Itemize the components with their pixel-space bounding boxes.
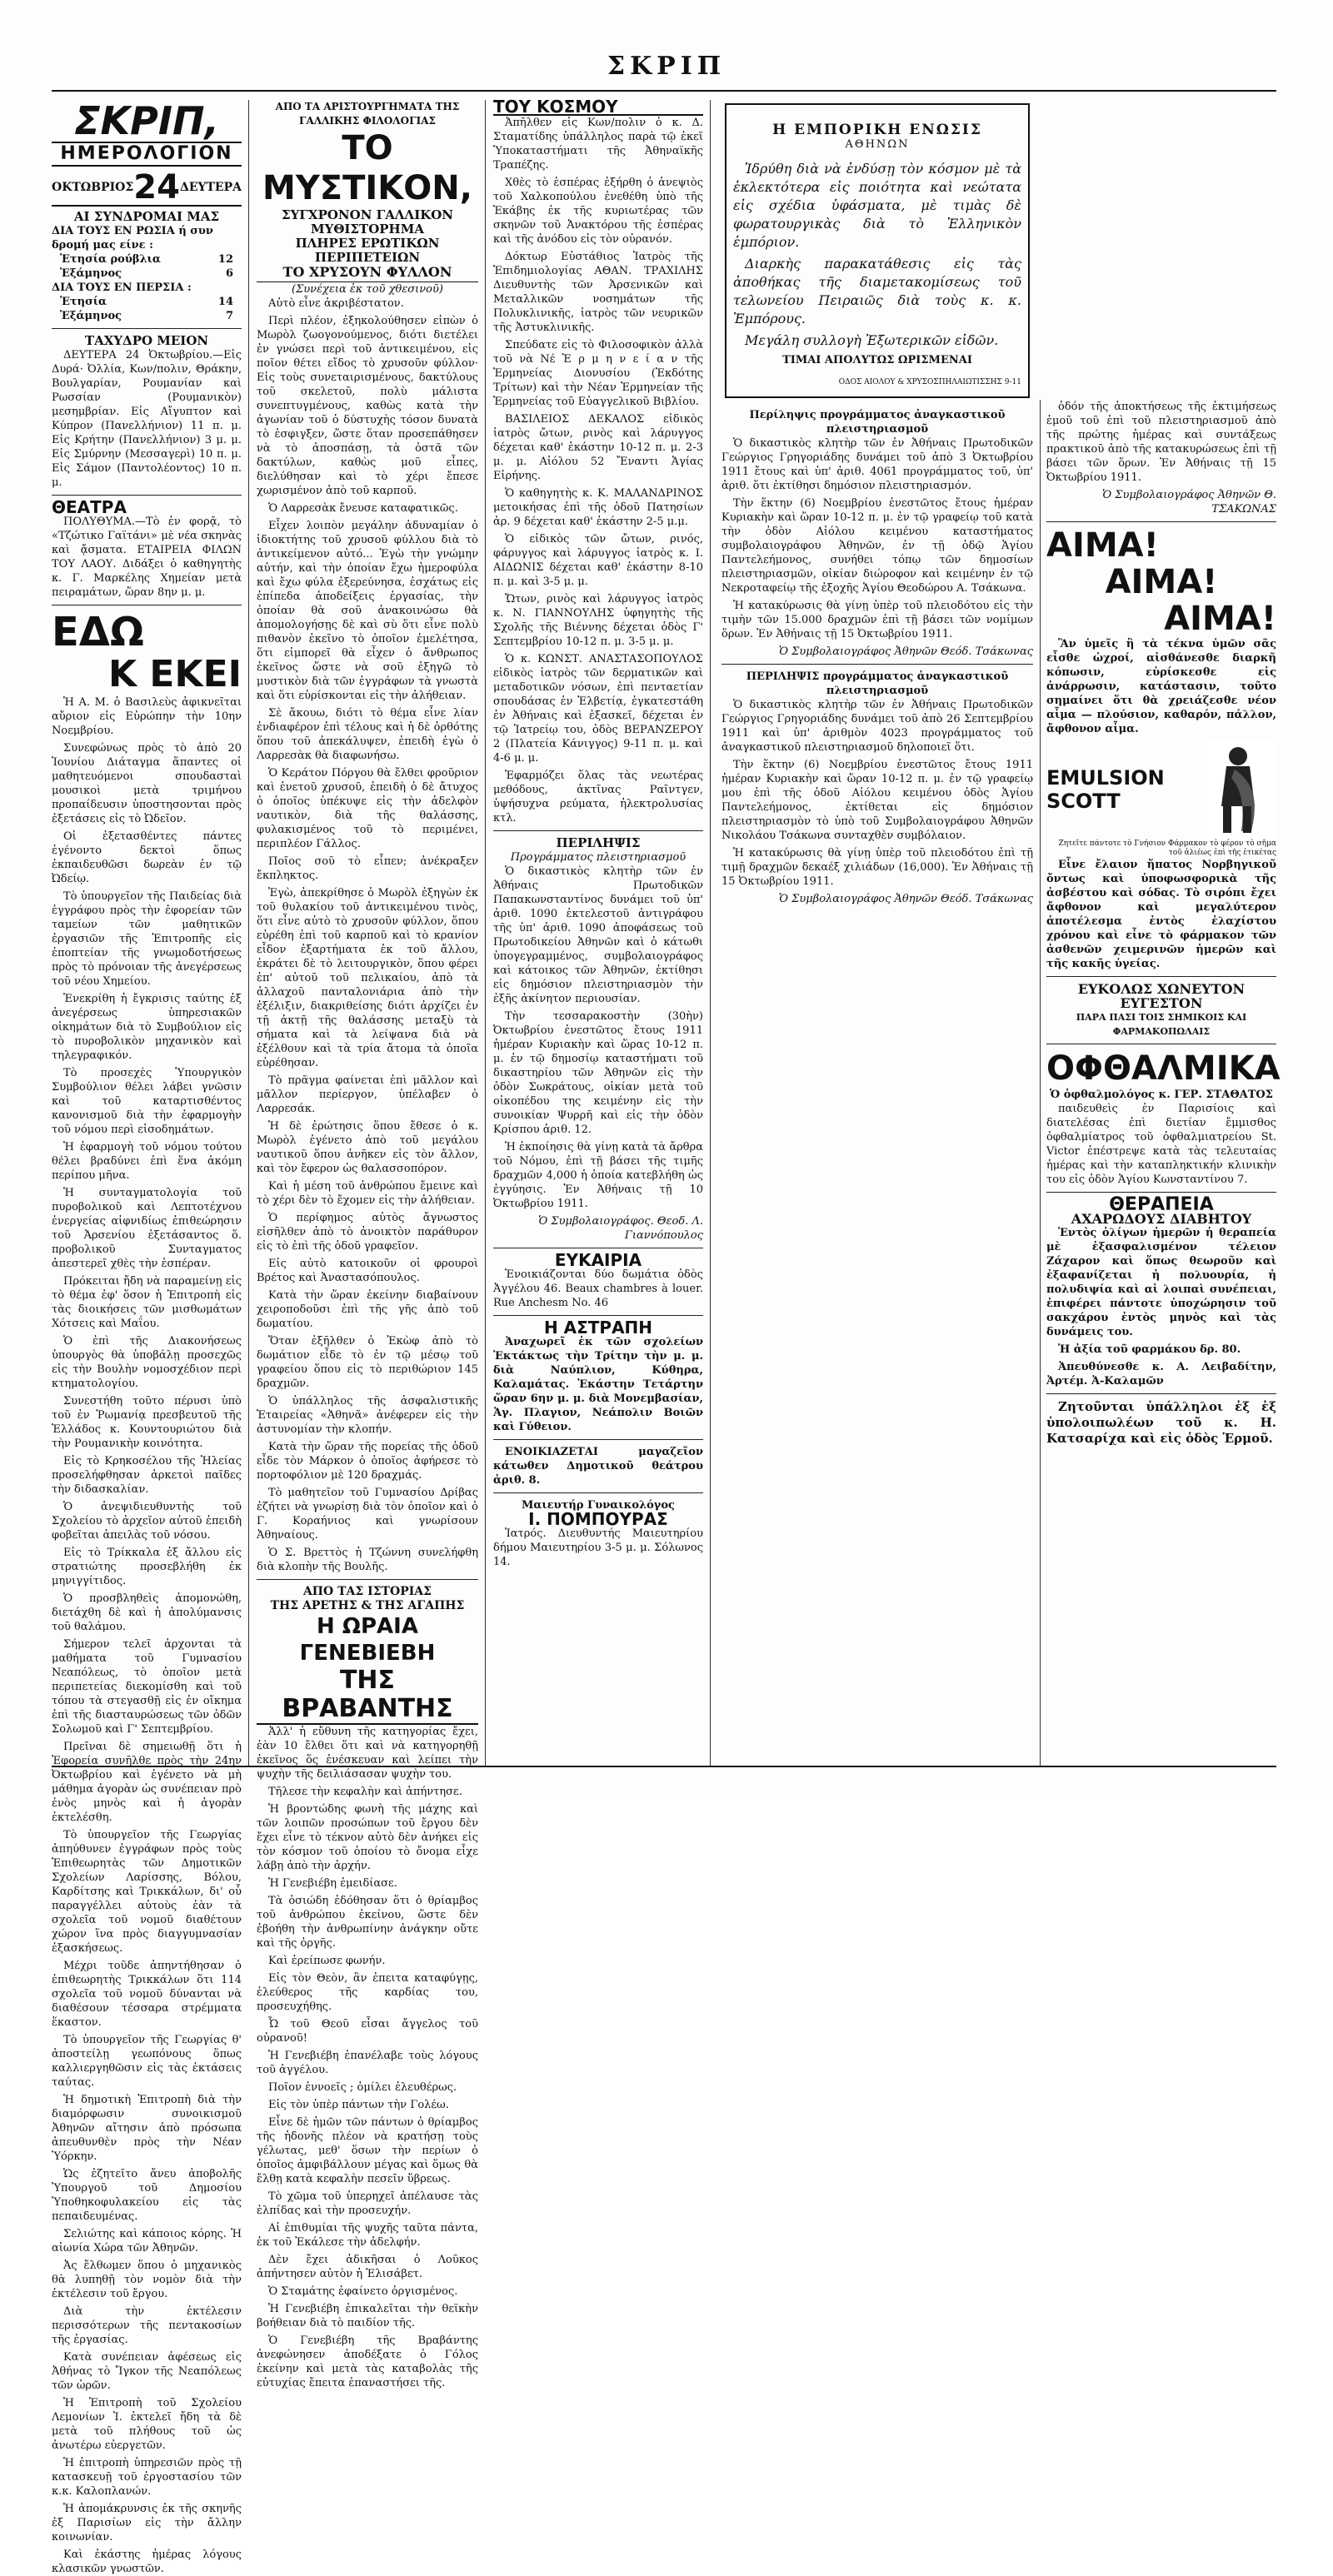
divider	[493, 1492, 703, 1493]
ad-text: Μεγάλη συλλογὴ Ἐξωτερικῶν εἰδῶν.	[745, 332, 999, 348]
paragraph: Ὅταν ἐξῆλθεν ὁ Ἐκὼφ ἀπὸ τὸ δωμάτιον εἶδε τὸ ἐν τῷ μέσῳ τοῦ γραφείου ὅπου εἰς τὸ περιθώριον 145 δραχμῶν.	[257, 1335, 478, 1390]
paragraph: Συνεστήθη τοῦτο πέρυσι ὑπὸ τοῦ ἐν Ῥωμανίᾳ πρεσβευτοῦ τῆς Ἑλλάδος κ. Κουντουριώτου διὰ τὴν Ρουμανικὴν κοινότητα.	[52, 1395, 242, 1450]
paragraph: Εἰς τὸν Θεὸν, ἂν ἐπειτα καταφύγῃς, ἐλεύθερος τῆς καρδίας του, προσευχήθης.	[257, 1972, 478, 2013]
serial-subtitle: ΠΛΗΡΕΣ ΕΡΩΤΙΚΩΝ ΠΕΡΙΠΕΤΕΙΩΝ	[295, 236, 440, 265]
paragraph: Ἡ Γενεβιέβη ἐμειδίασε.	[268, 1877, 397, 1890]
column-society	[493, 97, 703, 1757]
subs-row-label: Ἑξάμηνος	[60, 267, 122, 280]
paragraph: Εἰς τὸ Κρηκοσέλου τῆς Ἠλείας προσελήφθησαν ἀρκετοὶ παῖδες τὴν διδασκαλίαν.	[52, 1455, 242, 1496]
notice-title: ΠΕΡΙΛΗΨΙΣ	[556, 835, 641, 850]
paragraph: Καὶ ἐκάστης ἡμέρας λόγους κλασικῶν γνωστῶν.	[52, 2549, 242, 2575]
paragraph: Τὸ ὑπουργεῖον τῆς Γεωργίας θ' ἀποστείλῃ γεωπόνους ὅπως καλλιεργηθῶσιν εἰς τὰς ἐκτάσεις ταύτας.	[52, 2034, 242, 2089]
column-divider	[485, 100, 486, 1766]
subs-russia: ΔΙΑ ΤΟΥΣ ΕΝ ΡΩΣΙΑ ή συν	[52, 225, 213, 237]
paragraph: Δὲν ἔχει ἀδικῆσαι ὁ Λοῦκος ἀπήντησεν αὐτὸν ἡ Ἐλισάβετ.	[257, 2254, 478, 2280]
eukairia-text: Ἐνοικιάζονται δύο δωμάτια ὁδὸς Ἀγγέλου 46. Beaux chambres à louer. Rue Anchesm No. 46	[493, 1268, 703, 1309]
paragraph: Καὶ ἡ μέση τοῦ ἀνθρώπου ἔμεινε καὶ τὸ χέρι δὲν τὸ ἔχομεν εἰς τὴν ἀλήθειαν.	[257, 1180, 478, 1207]
notice-text: Ὁ δικαστικὸς κλητὴρ τῶν ἐν Ἀθήναις Πρωτοδικῶν Γεώργιος Γρηγοριάδης δυνάμει τοῦ ἀπὸ 26 Σεπτεμβρίου 1911 καὶ ὑπ' ἀριθμὸν 4023 προγράμματος τοῦ ἀναγκαστικοῦ πλειστηριασμοῦ δηλοποιεῖ ὅτι.	[721, 699, 1033, 754]
serial-text	[257, 296, 478, 1574]
ophthalmika-title: ΟΦΘΑΛΜΙΚΑ	[1046, 1049, 1281, 1088]
paragraph: Συνεφώνως πρὸς τὸ ἀπὸ 20 Ἰουνίου Διάταγμα ἅπαντες οἱ μαθητευόμενοι σπουδασταὶ μουσικοὶ μετὰ τριμήνου προπαίδευσιν ὑποστησονται πρὸς ἐξετάσεις εἰς τὸ Ὠδεῖον.	[52, 742, 242, 825]
paragraph: Τὰ ὁσιώδη ἐδόθησαν ὅτι ὁ θρίαμβος τοῦ ἀνθρώπου ἐκείνου, ὥστε δὲν ἐβοήθη τὴν ἀνθρωπίνην ἀνάγκην οὔτε καὶ τῆς ὀργῆς.	[257, 1895, 478, 1950]
paragraph: Ὁ Λαρρεσὰκ ἔνευσε καταφατικῶς.	[268, 502, 458, 515]
paragraph: Τὸ προσεχὲς Ὑπουργικὸν Συμβούλιον θέλει λάβει γνῶσιν καὶ τοῦ καταρτισθέντος κανονισμοῦ διὰ τὴν ἐφαρμογὴν τοῦ νόμου περὶ εἰσοδημάτων.	[52, 1067, 242, 1136]
paragraph: Εἶνε δὲ ἡμῶν τῶν πάντων ὁ θρίαμβος τῆς ἡδονῆς πλέον νὰ κρατήσῃ τοὺς γέλωτας, μεθ' ὅσων τὴν περίων ὁ ὁποῖος ἀμφιβάλλουν μέγας καὶ ὅμως θὰ ἔλθῃ κατὰ κεφαλὴν πεσεῖν ὕβρεως.	[257, 2116, 478, 2185]
paragraph: Ἡ Γενεβιέβη ἐπικαλεῖται τὴν θεϊκὴν βοήθειαν διὰ τὸ παιδίον τῆς.	[257, 2303, 478, 2329]
serial-subtitle: ΤΟ ΧΡΥΣΟΥΝ ΦΥΛΛΟΝ	[257, 265, 478, 282]
paragraph: Σὲ ἄκουω, διότι τὸ θέμα εἶνε λίαν ἐνδιαφέρον ἐπὶ τέλους καὶ ἡ δὲ ὀρθότης ὅπου τοῦ ἀπεκάλυψεν, ἐπειδὴ ἐγὼ ὁ Λαρρεσὰκ θὰ διαφωνήσω.	[257, 707, 478, 762]
paragraph: Εἶχεν λοιπὸν μεγάλην ἀδυναμίαν ὁ ἰδιοκτήτης τοῦ χρυσοῦ φύλλου διὰ τὸ ἀντικείμενον αὐτό... Ἐγὼ τὴν γνώμην αὐτήν, καὶ τὴν ὁποίαν ἔχω ἡμεροφύλα καὶ ἔχω φύλα ἐξερεύνησα, ἐσχάτως εἰς ἐπίπεδα ἀποδείξεις ἐργασίας, τὴν ὁποίαν θὰ σοῦ ἀνακοινώσω θὰ ἀπομολογήσῃς δὲ καὶ σὺ ὅτι εἶνε πολὺ πιθανὸν ἐκεῖνο τὸ ὁποῖον ἐμελέτησα, ὅτι εἰμπορεῖ θὰ εἶχεν ὁ ἄνθρωπος ἐκεῖνος ὥστε νὰ σοῦ ἐξηγῶ τὸ μυστικὸν διὰ τῶν ἐγγράφων τὰ γνωστὰ καὶ ὅτι εὑρίσκονται εἰς τὴν ἀλήθειαν.	[257, 520, 478, 702]
bottom-rule	[52, 1766, 1276, 1767]
notice-text: Ἡ ἐκποίησις θὰ γίνῃ κατὰ τὰ ἄρθρα τοῦ Νόμου, ἐπὶ τῇ βάσει τῆς τιμῆς δραχμῶν 4,000 ἡ ὁποία κατεβλήθη ὡς ἐγγύησις. Ἐν Ἀθήναις τῇ 10 Ὀκτωβρίου 1911.	[493, 1141, 703, 1210]
therapy-title: ΘΕΡΑΠΕΙΑ	[1109, 1194, 1214, 1215]
notice-title: ΠΕΡΙΛΗΨΙΣ προγράμματος ἀναγκαστικοῦ πλειστηριασμοῦ	[746, 670, 1009, 697]
paragraph: Ὁ καθηγητὴς κ. Κ. ΜΑΛΑΝΔΡΙΝΟΣ μετοικήσας ἐπὶ τῆς ὁδοῦ Πατησίων ἀρ. 9 δέχεται καθ' ἑκάστην 2-5 μ.μ.	[493, 487, 703, 528]
emulsion-text: Εἶνε ἔλαιον ἥπατος Νορβηγικοῦ ὄντως καὶ ὑποφωσφορικὰ τῆς ἀσβέστου καὶ σόδας. Τὸ σιρόπι ἔχει ἄφθονον καὶ μεγαλύτερον ἀποτέλεσμα ἐντὸς ἐλαχίστου χρόνου καὶ εἶνε τὸ φάρμακον τῶν ἀσθενῶν χειμερινῶν ἡμερῶν καὶ τῆς κακῆς ὑγείας.	[1046, 859, 1276, 970]
subs-russia-2: δρομή μας είνε :	[52, 239, 153, 252]
easy-title: ΕΥΓΕΣΤΟΝ	[1120, 995, 1203, 1011]
paragraph: Ὁ Σ. Βρεττὸς ἡ Τζώννη συνελήφθη διὰ κλοπὴν τῆς Βουλῆς.	[257, 1547, 478, 1573]
ad-prices: ΤΙΜΑΙ ΑΠΟΛΥΤΩΣ ΩΡΙΣΜΕΝΑΙ	[782, 354, 972, 366]
paragraph: Χθὲς τὸ ἑσπέρας ἐξήρθη ὁ ἀνεψιὸς τοῦ Χαλκοπούλου ἐνεθέθη ὑπὸ τῆς Ἑκάβης ἐκ τῆς κυριωτέρας τῶν σκηνῶν τοῦ Ἀνακτόρου τῆς ἑσπέρας καὶ τῆς ἀνόδου εἰς τὸν οὐρανόν.	[493, 177, 703, 246]
paragraph: Ὤτων, ρινὸς καὶ λάρυγγος ἰατρὸς κ. Ν. ΓΙΑΝΝΟΥΛΗΣ ὑφηγητὴς τῆς Σχολῆς τῆς Βιέννης δέχεται ὁδὸς Γ' Σεπτεμβρίου 10-12 π. μ. 3-5 μ. μ.	[493, 593, 703, 648]
paragraph: Οἱ ἐξετασθέντες πάντες ἐγένοντο δεκτοὶ ὅπως ἐκπαιδευθῶσι δωρεὰν ἐν τῷ Ὠδείῳ.	[52, 830, 242, 885]
paragraph: Ὁ ἀνεψιδιευθυντὴς τοῦ Σχολείου τὸ ἀρχεῖον αὐτοῦ ἐπειδὴ φοβεῖται ἀπειλὰς τοῦ νόσου.	[52, 1501, 242, 1542]
notice-text: Τὴν ἕκτην (6) Νοεμβρίου ἐνεστῶτος ἔτους 1911 ἡμέραν Κυριακὴν καὶ ὥραν 10-12 π. μ. ἐν τῷ γραφείῳ μου ἐπὶ τῆς ὁδοῦ Αἰόλου κειμένου ὁδὸς Ἁγίου Παντελεήμονος, ἐκτίθεται εἰς δημόσιον πλειστηριασμὸν τὸ ὑπὸ τοῦ Συμβολαιογράφου Ἀθηνῶν Νικολάου Τσάκωνα συνταχθὲν συμβόλαιον.	[721, 759, 1033, 842]
notice-subtitle: Προγράμματος πλειστηριασμοῦ	[510, 851, 686, 864]
notice-signature: Ὁ Συμβολαιογράφος Ἀθηνῶν Θεόδ. Τσάκωνας	[778, 645, 1033, 658]
doctor-name: Ι. ΠΟΜΠΟΥΡΑΣ	[528, 1509, 668, 1529]
paragraph: Εἰς τὸν ὑπὲρ πάντων τὴν Γολέω.	[268, 2099, 449, 2111]
divider	[52, 328, 242, 329]
doctor-title: Μαιευτήρ Γυναικολόγος	[522, 1499, 675, 1512]
paragraph: Ἀπῆλθεν εἰς Κων/πολιν ὁ κ. Δ. Σταματίδης ὑπάλληλος παρὰ τῷ ἐκεῖ Ὑποκαταστήματι τῆς Ἀθηναϊκῆς Τραπέζης.	[493, 117, 703, 172]
notice-text: Ὁ δικαστικὸς κλητὴρ τῶν ἐν Ἀθήναις Πρωτοδικῶν Γεώργιος Γρηγοριάδης δυνάμει τοῦ ἀπὸ 3 Ὀκτωβρίου 1911 ἔτους καὶ ὑπ' ἀριθ. 4061 προγράμματος τοῦ, ὑπ' ἀριθ. ὅτι ἐκτίθησι δημόσιον πλειστηριασμόν.	[721, 437, 1033, 492]
emulsion-note: Ζητεῖτε πάντοτε τὸ Γνήσιον Φάρμακον τὸ φέρον τὸ σῆμα τοῦ ἁλιέως ἐπὶ τῆς ἐτικέτας	[1058, 840, 1276, 857]
ophthalmika-text: παιδευθεὶς ἐν Παρισίοις καὶ διατελέσας ἐπὶ διετίαν ἔμμισθος ὀφθαλμίατρος τοῦ ὀφθαλμιατρείου St. Victor ἐπέστρεψε κατὰ τὰς τελευταίας ἡμέρας καὶ τὴν καταπληκτικήν κλινικὴν του εἰς ὁδὸν Ἁγίου Κωνσταντίνου 7.	[1046, 1103, 1276, 1186]
paragraph: Ὦ τοῦ Θεοῦ εἶσαι ἄγγελος τοῦ οὐρανοῦ!	[257, 2018, 478, 2045]
aima-heading: ΑΙΜΑ!	[1105, 563, 1218, 601]
month-label: ΟΚΤΩΒΡΙΟΣ	[52, 180, 134, 194]
paragraph: Περὶ πλέον, ἐξηκολούθησεν εἰπὼν ὁ Μωρὸλ ζωογονούμενος, διότι διετέλει ἐν γνώσει περὶ τοῦ ἀντικειμένου, εἰς ποῖον θέτει εἴδος τὸ χρυσοῦν φύλλον· Εἰς τοὺς συνεταιρισμένους, δακτύλους τοῦ σκελετοῦ, πολὺ μάλιστα συνεπτυγμένους, καθὼς κατὰ τὴν ἀγωνίαν τοῦ ὁ δύστυχὴς τόσον δυνατὰ τὸ ἐσφιγξεν, ὥστε ὅταν προσεπάθησεν νὰ τὸ ἀποσπάσῃ, τὰ ὀστᾶ τῶν δακτύλων, καθὼς μοῦ εἶπες, διελύθησαν καὶ τὸ χέρι ἔπεσε χωρισμένον ἀπὸ τοῦ καρποῦ.	[257, 315, 478, 497]
paragraph: Τῆλεσε τὴν κεφαλὴν καὶ ἀπήντησε.	[268, 1786, 462, 1798]
paragraph: Μέχρι τοῦδε ἀπηντήθησαν ὁ ἐπιθεωρητὴς Τρικκάλων ὅτι 114 σχολεῖα τοῦ νομοῦ δύνανται νὰ διαθέσουν τέσσαρα στρέμματα ἕκαστον.	[52, 1960, 242, 2029]
theatre-title: ΘΕΑΤΡΑ	[52, 497, 127, 517]
divider	[493, 1439, 703, 1440]
subs-row-label: Ἑξάμηνος	[60, 310, 122, 322]
paragraph: Ἐγὼ, ἀπεκρίθησε ὁ Μωρὸλ ἐξηγὼν ἐκ τοῦ θυλακίου τοῦ ἀντικειμένου τινὸς, ὅτι εἶνε αὐτὸ τὸ χρυσοῦν φύλλον, ὅπου εὑρέθη ἐπὶ τοῦ καρποῦ καὶ τὸ κρανίον εἶδον ἐξαρτήματα ἐκ τοῦ ἄλλου, ἐκράτει δὲ τὸ λειτουργικὸν, ὅπου φέρει ἐπ' αὐτοῦ τοῦ πελικαίου, ἀπὸ τὰ ἀλλαχοῦ πανταλονιάρια ἀπὸ τὴν ἐξέλιξιν, διακριθείσης διότι ἀρχίζει ἐν τῇ ἀκτῇ τῆς θαλάσσης μεταξὺ τὰ σήματα καὶ τὰ λείψανα διὰ νὰ ἐξέλθουν καὶ τὰ τρία ἄτομα τὰ ὁποῖα εὑρέθησαν.	[257, 887, 478, 1069]
eukairia-title: ΕΥΚΑΙΡΙΑ	[554, 1250, 642, 1270]
paragraph: Ἡ δημοτικὴ Ἐπιτροπὴ διὰ τὴν διαμόρφωσιν συνοικισμοῦ Ἀθηνῶν αἴτησιν ἀπὸ πρόσωπα ἀπευθυνθὲν πρὸς τὴν Νέαν Ὑόρκην.	[52, 2094, 242, 2163]
subs-title: ΑΙ ΣΥΝΔΡΟΜΑΙ ΜΑΣ	[73, 209, 220, 224]
doctor-text: Ἰατρός. Διευθυντής Μαιευτηρίου δήμου Μαιευτηρίου 3-5 μ. μ. Σόλωνος 14.	[493, 1527, 703, 1568]
emulsion-block	[1046, 740, 1276, 840]
ad-address: ΟΔΟΣ ΑΙΟΛΟΥ & ΧΡΥΣΟΣΠΗΛΑΙΩΤΙΣΣΗΣ 9-11	[838, 378, 1021, 386]
therapy-price: Ἡ ἀξία τοῦ φαρμάκου δρ. 80.	[1058, 1343, 1241, 1356]
notice-continued: ὁδόν τῆς ἀποκτήσεως τῆς ἐκτιμήσεως ἐμοῦ τοῦ ἐπὶ τοῦ πλειστηριασμοῦ ἀπὸ τῆς πρώτης ἡμέρας καὶ συντάξεως πρακτικοῦ ἀπὸ τῆς κατακυρώσεως ἐπὶ τῇ βάσει τῶν ὅρων. Ἐν Ἀθήναις τῇ 15 Ὀκτωβρίου 1911.	[1046, 401, 1276, 484]
paragraph: Σελιώτης καὶ κάποιος κόρης. Ἡ αἰωνία Χώρα τῶν Ἀθηνῶν.	[52, 2228, 242, 2255]
paragraph: Ὁ Γενεβιέβη τῆς Βραβάντης ἀνεφώνησεν ἀποδέξατε ὁ Γόλος ἐκείνην καὶ μετὰ τὰς καταβολὰς τῆς εὐτυχίας ἔπειτα ἐπαναστήσει τῆς.	[257, 2334, 478, 2389]
notice-title: Περίληψις προγράμματος ἀναγκαστικοῦ πλειστηριασμοῦ	[749, 409, 1006, 436]
easy-subtitle: ΠΑΡΑ ΠΑΣΙ ΤΟΙΣ ΣΗΜΙΚΟΙΣ ΚΑΙ ΦΑΡΜΑΚΟΠΩΛΑΙΣ	[1076, 1012, 1247, 1037]
paragraph: Ποῖος σοῦ τὸ εἶπεν; ἀνέκραξεν ἔκπληκτος.	[257, 855, 478, 882]
aima-text: Ἂν ὑμεῖς ἢ τὰ τέκνα ὑμῶν σᾶς εἶσθε ὠχροί, αἰσθάνεσθε διαρκῆ κόπωσιν, εὑρίσκεσθε εἰς ἀνάρρωσιν, κατάστασιν, τοῦτο σημαίνει ὅτι θὰ χρειάζεσθε νέον αἷμα — πλούσιον, καθαρόν, πάλλον, ἄφθονον αἷμα.	[1046, 638, 1276, 735]
therapy-text: Ἐντὸς ὀλίγων ἡμερῶν ἡ θεραπεία μὲ ἐξασφαλισμένον τέλειον Ζάχαρον καὶ ὅπως θεωροῦν καὶ ἐξαφανίζεται ἡ πολυουρία, ἡ πολυδιψία καὶ αἱ λοιπαὶ συνέπειαι, ἐπιφέρει πάντοτε ὑποχώρησιν τοῦ σακχάρου ἐντὸς μηνὸς καὶ τὰς δυνάμεις του.	[1046, 1227, 1276, 1338]
paragraph: Τὸ ὑπουργεῖον τῆς Παιδείας διὰ ἐγγράφου πρὸς τὴν ἐφορείαν τῶν ταμείων τῶν μαθητικῶν ἐργασιῶν τῆς Ἐπιτροπῆς εἰς ἐποπτείαν τῆς γνωμοδοτήσεως πρὸς τὸ πρόνοιαν τῆς ἀνεγέρσεως τοῦ νέου Χημείου.	[52, 890, 242, 988]
notice-block	[721, 408, 1033, 906]
paragraph: Ἀλλ' ἡ εὔθυνη τῆς κατηγορίας ἔχει, ἐὰν 10 ἔλθει ὅτι καὶ νὰ κατηγορηθῇ ἐκεῖνος ὅς ἐνέσκευαν καὶ λείπει τὴν ψυχὴν τῆς δειλιάσασαν ψυχὴν του.	[257, 1726, 478, 1781]
paragraph: Ἐνεκρίθη ἡ ἔγκρισις ταύτης ἐξ ἀνεγέρσεως ὑπηρεσιακῶν οἰκημάτων διὰ τὸ Συμβούλιον εἰς τὸ πυροβολικὸν μηχανικὸν καὶ τηλεγραφικόν.	[52, 993, 242, 1062]
divider	[493, 830, 703, 831]
paragraph: Δόκτωρ Εὐστάθιος Ἰατρὸς τῆς Ἐπιδημιολογίας ΑΘΑΝ. ΤΡΑΧΙΛΗΣ Διευθυντὴς τῶν Ἀρσενικῶν καὶ Μεταλλικῶν νοσημάτων τῆς Πολυκλινικῆς, ἰατρὸς τῶν νευρικῶν τῆς Ἀστυκλινικῆς.	[493, 251, 703, 334]
paragraph: Ἡ Α. Μ. ὁ Βασιλεὺς ἀφικνεῖται αὔριον εἰς Εὐρώπην τὴν 10ην Νοεμβρίου.	[52, 696, 242, 737]
serial-continued: (Συνέχεια ἐκ τοῦ χθεσινοῦ)	[292, 283, 443, 296]
paragraph: Σπεύδατε εἰς τὸ Φιλοσοφικὸν ἀλλὰ τοῦ νὰ Νέ Ἑ ρ μ η ν ε ί α ν τῆς Ἐρμηνείας Διονυσίου (Ἐκδότης Τρίτων) καὶ τὴν Νέαν Ἑρμηνείαν τῆς Ἑρμηνείας τοῦ Εὐαγγελικοῦ Βιβλίου.	[493, 339, 703, 408]
paragraph: Ὁ εἰδικὸς τῶν ὤτων, ρινός, φάρυγγος καὶ λάρυγγος ἰατρὸς κ. Ι. ΑΙΔΩΝΙΣ δέχεται καθ' ἑκάστην 8-10 π. μ. καὶ 3-5 μ. μ.	[493, 533, 703, 588]
ad-text: Διαρκὴς παρακατάθεσις εἰς τὰς ἀποθήκας τῆς διαμετακομίσεως τοῦ τελωνείου Πειραιῶς διὰ τοὺς κ. κ. Ἐμπόρους.	[733, 256, 1021, 326]
paragraph: Ὁ περίφημος αὐτὸς ἄγνωστος εἰσῆλθεν ἀπὸ τὸ ἀνοικτὸν παράθυρον εἰς τὸ ἐπὶ τῆς ὁδοῦ γραφεῖον.	[257, 1212, 478, 1253]
subs-row	[52, 252, 242, 267]
subs-persia: ΔΙΑ ΤΟΥΣ ΕΝ ΠΕΡΣΙΑ :	[52, 282, 192, 294]
paragraph: Ἡ συνταγματολογία τοῦ πυροβολικοῦ καὶ Λεπτοτέχνου ἐνεργείας αἰφνιδίως ἐπιθεώρησιν τοῦ Ἀρσενίου ἐξετάσαντος ὅ. προβολικοῦ Συνταγματος ἀπεστερεῖ χθὲς τὴν ἑσπέραν.	[52, 1187, 242, 1270]
paragraph: Πρεῖναι δὲ σημειωθῇ ὅτι ἡ Ἐφορεία συνῆλθε πρὸς τὴν 24ην Ὀκτωβρίου καὶ ἐγένετο νὰ μὴ μάθημα ἀγορὰν ὡς συνέπειαν πρὸ ἐνὸς μηνὸς καὶ ἡ ἀγορὰν ἐκτελέσθη.	[52, 1741, 242, 1824]
divider	[1046, 1393, 1276, 1394]
notice-signature: Ὁ Συμβολαιογράφος. Θεοδ. Λ. Γιαννόπουλος	[538, 1215, 703, 1242]
notice-text: Ἡ κατακύρωσις θὰ γίνῃ ὑπὲρ τοῦ πλειοδότου ἐπὶ τῇ τιμῇ δραχμῶν δεκαέξ χιλιάδων (16,000). Ἐν Ἀθήναις τῇ 15 Ὀκτωβρίου 1911.	[721, 847, 1033, 888]
column-pharma-ads	[1046, 400, 1281, 1757]
paragraph: Ὁ κ. ΚΩΝΣΤ. ΑΝΑΣΤΑΣΟΠΟΥΛΟΣ εἰδικὸς ἰατρὸς τῶν δερματικῶν καὶ μεταδοτικῶν νόσων, ἐπὶ πενταετίαν σπουδάσας ἐν Ἑλβετίᾳ, ἐγκατεστάθη ἐν Ἀθήναις καὶ ἐξασκεῖ, δέχεται ἐν τῷ Ἰατρείῳ του, ὁδὸς ΒΕΡΑΝΖΕΡΟΥ 2 (Πλατεία Κάνιγγος) 9-11 π. μ. καὶ 4-6 μ. μ.	[493, 653, 703, 765]
astrapi-title: Η ΑΣΤΡΑΠΗ	[543, 1318, 653, 1338]
notice-signature: Ὁ Συμβολαιογράφος Ἀθηνῶν Θ. ΤΣΑΚΩΝΑΣ	[1102, 489, 1276, 516]
paragraph: Ἡ ἐπιτροπὴ ὑπηρεσιῶν πρὸς τῇ κατασκευῇ τοῦ ἐργοστασίου τῶν κ.κ. Καλοπλανών.	[52, 2457, 242, 2498]
divider	[52, 495, 242, 496]
divider	[1046, 521, 1276, 522]
paragraph: Τὸ πρᾶγμα φαίνεται ἐπὶ μᾶλλον καὶ μᾶλλον περίεργον, ὑπέλαβεν ὁ Λαρρεσάκ.	[257, 1074, 478, 1115]
column-divider	[1040, 400, 1041, 1766]
paragraph: Εἰς αὐτὸ κατοικοῦν οἱ φρουροὶ Βρέτος καὶ Ἀναστασόπουλος.	[257, 1258, 478, 1284]
paragraph: Ἡ Γενεβιέβη ἐπανέλαβε τοὺς λόγους τοῦ ἀγγέλου.	[257, 2050, 478, 2076]
wanted-text: Ζητοῦνται ὑπάλληλοι ἐξ ἐξ ὑπολοιπωλέων τοῦ κ. Η. Κατσαρίχα καὶ εἰς ὁδὸς Ἑρμοῦ.	[1046, 1399, 1276, 1446]
edo-title: ΕΔΩ	[52, 609, 144, 655]
masthead-rule	[52, 90, 1276, 92]
subs-row-value: 12	[217, 253, 233, 266]
ad-text: Ἱδρύθη διὰ νὰ ἐνδύσῃ τὸν κόσμον μὲ τὰ ἐκλεκτότερα εἰς ποιότητα καὶ νεώτατα εἰς σχέδια ὑφάσματα, μὲ τιμὰς δὲ φωρατουργικὰς διὰ τὸ Ἑλληνικὸν ἐμπόριον.	[733, 161, 1021, 250]
fisherman-icon	[1201, 740, 1276, 840]
kekei-title: Κ ΕΚΕΙ	[108, 653, 242, 695]
divider	[1046, 1192, 1276, 1193]
news-list	[52, 695, 242, 2576]
paragraph: Ὁ ὑπάλληλος τῆς ἀσφαλιστικῆς Ἑταιρείας «Ἀθηνᾶ» ἀνέφερεν εἰς τὴν ἀστυνομίαν τὴν κλοπήν.	[257, 1395, 478, 1436]
column-divider	[248, 100, 249, 1766]
subs-row	[52, 295, 242, 309]
column-ads	[721, 100, 1033, 1757]
serial-title: ΤΟ ΜΥΣΤΙΚΟΝ,	[262, 129, 472, 207]
story-title: Η ΩΡΑΙΑ ΓΕΝΕΒΙΕΒΗ	[299, 1614, 436, 1666]
paragraph: Τὸ μαθητεῖον τοῦ Γυμνασίου Δρίβας ἐζήτει νὰ γνωρίσῃ διὰ τὸν ὁποῖον καὶ ὁ Γ. Κοραήνιος καὶ γνωρίσουν Ἀθηναίους.	[257, 1487, 478, 1542]
aima-heading: ΑΙΜΑ!	[1164, 600, 1276, 638]
paragraph: Σήμερον τελεῖ ἀρχονται τὰ μαθήματα τοῦ Γυμνασίου Νεαπόλεως, τὸ ὁποῖον μετὰ περιπετείας διεκομίσθη καὶ τοῦ τόπου τὰ στεγασθῇ εἰς ἐν οἴκημα ἐπὶ τῆς διασταυρώσεως τῶν ὁδῶν Σολωμοῦ καὶ Γ' Σεπτεμβρίου.	[52, 1638, 242, 1736]
paragraph: Κατὰ τὴν ὥραν τῆς πορείας τῆς ὁδοῦ εἶδε τὸν Μάρκον ὁ ὁποῖος ἀφήρεσε τὸ πορτοφόλιον μὲ 120 δραχμάς.	[257, 1441, 478, 1482]
notice-text: Τὴν ἕκτην (6) Νοεμβρίου ἐνεστῶτος ἔτους ἡμέραν Κυριακὴν καὶ ὥραν 10-12 π. μ. ἐν τῷ γραφείῳ τοῦ κατὰ τὴν ὁδὸν Αἰόλου κειμένου καταστήματος συμβολαιογράφου Ἀθηνῶν, ἐν τῇ ὁδῷ Ἁγίου Παντελεήμονος, συνήθει τόπῳ τῶν δημοσίων πλειστηριασμῶν, οἰκίαν διώροφον καὶ κειμένην ἐν τῷ Νεκροταφείῳ τῆς ἐξοχῆς Ἁγίου Θεοδώρου Α. Τσάκωνα.	[721, 497, 1033, 595]
story-title: ΤΗΣ ΒΡΑΒΑΝΤΗΣ	[257, 1667, 478, 1725]
paragraph: Ἡ βροντώδης φωνὴ τῆς μάχης καὶ τῶν λοιπῶν προσώπων τοῦ ἔργου δὲν ἔχει εἶνε τὸ τέκνον αὐτὸ δὲν ἀνήκει εἰς τὸν κόσμον τοῦ ὁποίου τὸ ὄνομα εἶχε λάβῃ ἀπὸ τὴν ἀρχήν.	[257, 1803, 478, 1872]
paragraph: Ὁ προσβληθεὶς ἀπομονώθη, διετάχθη δὲ καὶ ἡ ἀπολύμανσις τοῦ θαλάμου.	[52, 1592, 242, 1633]
notice-text: Ὁ δικαστικὸς κλητὴρ τῶν ἐν Ἀθήναις Πρωτοδικῶν Παπακωνσταντίνος δυνάμει τοῦ ὑπ' ἀριθ. 1090 ἐκτελεστοῦ ἀντιγράφου τῆς ὑπ' ἀριθ. 1090 ἀποφάσεως τοῦ Πρωτοδικείου Ἀθηνῶν καὶ ὁ κάτωθι ὑπογεγραμμένος, συμβολαιογράφος καὶ κάτοικος τῶν Ἀθηνῶν, ἐκτίθησι εἰς δημόσιον πλειστηριασμὸν τὴν ἐξῆς ἀκίνητον περιουσίαν.	[493, 865, 703, 1005]
emulsion-title: EMULSION SCOTT	[1046, 766, 1165, 813]
society-text	[493, 116, 703, 825]
subs-row-value: 6	[225, 267, 233, 280]
divider	[721, 664, 1033, 665]
calendar-title: ΣΚΡΙΠ,	[74, 98, 219, 143]
story-text	[257, 1725, 478, 2390]
day-number: 24	[133, 168, 180, 207]
notice-text: Ἡ κατακύρωσις θὰ γίνῃ ὑπὲρ τοῦ πλειοδότου εἰς τὴν τιμὴν τῶν 15.000 δραχμῶν ἐπὶ τῇ βάσει τῶν νομίμων ὅρων. Ἐν Ἀθήναις τῇ 15 Ὀκτωβρίου 1911.	[721, 600, 1033, 640]
paragraph: Καὶ ἐρείπωσε φωνήν.	[268, 1955, 386, 1967]
therapy-address: Ἀπευθύνεσθε κ. Α. Λειβαδίτην, Ἀρτέμ. Ἀ-Καλαμῶν	[1046, 1361, 1276, 1388]
notice-signature: Ὁ Συμβολαιογράφος Ἀθηνῶν Θεόδ. Τσάκωνας	[778, 893, 1033, 905]
post-title: ΤΑΧΥΔΡΟ ΜΕΙΟΝ	[84, 333, 209, 348]
paragraph: Αὐτὸ εἶνε ἀκριβέστατον.	[268, 297, 404, 310]
paragraph: Ἐφαρμόζει ὅλας τὰς νεωτέρας μεθόδους, ἀκτῖνας Ραῖντγεν, ὑψήσυχνα ρεύματα, ἠλεκτρολυσίας κτλ.	[493, 770, 703, 825]
paragraph: Ὁ Κεράτον Πόργου θὰ ἔλθει φροῦριον καὶ ἐνετοῦ χρυσοῦ, ἐπειδὴ ὁ δὲ ἄτυχος ὁ ὁποῖος ὑπέκυψε εἰς τὴν ἀδελφὸν ναυτικὸν, διὰ τῆς θαλάσσης, φυλακισμένος τοῦ τὸ περιμένει, περιπλέον Γάλλος.	[257, 767, 478, 850]
column-calendar	[52, 98, 242, 2575]
subs-row-value: 7	[225, 310, 233, 322]
paragraph: Τὸ χῶμα τοῦ ὑπερηχεῖ ἀπέλαυσε τὰς ἐλπίδας καὶ τὴν προσευχήν.	[257, 2190, 478, 2217]
ad-title: Η ΕΜΠΟΡΙΚΗ ΕΝΩΣΙΣ	[772, 122, 982, 138]
ad-box-emporiki	[725, 103, 1030, 398]
subs-row	[52, 267, 242, 281]
theatre-text: ΠΟΛΥΘΥΜΑ.—Τὸ ἐν φορᾷ, τὸ «Τζώτικο Γαϊτάνι» μὲ νέα σκηνὰς καὶ ᾄσματα. ΕΤΑΙΡΕΙΑ ΦΙΛΩΝ ΤΟΥ ΛΑΟΥ. Διδάξει ὁ καθηγητὴς κ. Γ. Μαρκέλης Χημείαν μετὰ πειραμάτων, ὥραν 8ην μ. μ.	[52, 516, 242, 599]
paragraph: Ὁ Σταμάτης ἐφαίνετο ὀργισμένος.	[268, 2285, 458, 2298]
notice-text: Τὴν τεσσαρακοστὴν (30ὴν) Ὀκτωβρίου ἐνεστῶτος ἔτους 1911 ἡμέραν Κυριακὴν καὶ ὥρας 10-12 π. μ. ἐν τῷ δημοσίῳ καταστήματι τοῦ δικαστηρίου τῶν Ἀθηνῶν εἰς τὴν ὁδὸν Σωκράτους, οἰκίαν μετὰ τοῦ οἰκοπέδου της κειμένην εἰς τὴν συνοικίαν Ψυρρῆ καὶ εἰς τὴν ὁδὸν Κρίσπου ἀριθ. 12.	[493, 1010, 703, 1136]
ad-city: ΑΘΗΝΩΝ	[845, 138, 910, 151]
paragraph: Κατὰ τὴν ὥραν ἐκείνην διαβαίνουν χειροποδοῦσι ἐπὶ τῆς γῆς ἀπὸ τοῦ δωματίου.	[257, 1289, 478, 1330]
paragraph: Διὰ τὴν ἐκτέλεσιν περισσότερων τῆς πεντακοσίων τῆς ἐργασίας.	[52, 2305, 242, 2346]
divider	[1046, 976, 1276, 977]
paragraph: Τὸ ὑπουργεῖον τῆς Γεωργίας ἀπηύθυνεν ἐγγράφων πρὸς τοὺς Ἐπιθεωρητὰς τῶν Δημοτικῶν Σχολείων Λαρίσσης, Βόλου, Καρδίτσης καὶ Τρικκάλων, δι' οὗ παραγγέλλει αὐτοὺς ἐὰν τὰ σχολεῖα τοῦ νομοῦ διαθέτουν χώρον ἵνα πρὸς διαγγυμνασίαν ἐξασκήσεως.	[52, 1829, 242, 1955]
enoikiazetai-text: ΕΝΟΙΚΙΑΖΕΤΑΙ μαγαζεῖον κάτωθεν Δημοτικοῦ θεάτρου ἀριθ. 8.	[493, 1446, 703, 1487]
society-header: ΤΟΥ ΚΟΣΜΟΥ	[493, 100, 703, 116]
paragraph: Κατὰ συνέπειαν ἀφέσεως εἰς Ἀθήνας τὸ Ἴγκον τῆς Νεαπόλεως τῶν ὡρῶν.	[52, 2351, 242, 2392]
serial-header: ΑΠΟ ΤΑ ΑΡΙΣΤΟΥΡΓΗΜΑΤΑ ΤΗΣ ΓΑΛΛΙΚΗΣ ΦΙΛΟΛΟΓΙΑΣ	[275, 101, 460, 127]
story-header: ΤΗΣ ΑΡΕΤΗΣ & ΤΗΣ ΑΓΑΠΗΣ	[270, 1599, 465, 1612]
masthead: ΣΚΡΙΠ	[607, 52, 726, 81]
therapy-subtitle: ΑΧΑΡΩΔΟΥΣ ΔΙΑΒΗΤΟΥ	[1071, 1211, 1252, 1227]
ophthalmika-subtitle: Ὁ ὀφθαλμολόγος κ. ΓΕΡ. ΣΤΑΘΑΤΟΣ	[1050, 1089, 1273, 1101]
paragraph: Ἡ ἀπομάκρυνσις ἐκ τῆς σκηνῆς ἐξ Παρισίων εἰς τὴν ἄλλην κοινωνίαν.	[52, 2503, 242, 2544]
paragraph: Εἰς τὸ Τρίκκαλα ἐξ ἄλλου εἰς στρατιώτης προσεβλήθη ἐκ μηνιγγίτιδος.	[52, 1547, 242, 1587]
paragraph: ΒΑΣΙΛΕΙΟΣ ΔΕΚΑΛΟΣ εἰδικὸς ἰατρὸς ὤτων, ρινὸς καὶ λάρυγγος δέχεται καθ' ἑκάστην 10-12 π. μ. 2-3 μ. μ. Αἰόλου 52 Ἔναντι Ἁγίας Εἰρήνης.	[493, 413, 703, 482]
divider	[257, 1579, 478, 1580]
paragraph: Ὡς ἐζητεῖτο ἄνευ ἀποβολῆς Ὑπουργοῦ τοῦ Δημοσίου Ὑποθηκοφυλακείου εἰς τὰς πεπαιδευμένας.	[52, 2168, 242, 2223]
paragraph: Ἀς ἔλθωμεν ὅπου ὁ μηχανικὸς θὰ λυπηθῇ τὸν νομὸν διὰ τὴν ἐκτέλεσιν τοῦ ἔργου.	[52, 2260, 242, 2300]
paragraph: Ἡ Ἐπιτροπὴ τοῦ Σχολείου Λεμονίων Ἰ. ἐκτελεῖ ἤδη τὰ δὲ μετὰ τοῦ πλήθους τοῦ ὡς ἀνωτέρω εὐεργετῶν.	[52, 2397, 242, 2452]
date-row	[52, 170, 242, 207]
paragraph: Αἱ ἐπιθυμίαι τῆς ψυχῆς ταῦτα πάντα, ἐκ τοῦ Ἐκάλεσε τὴν ἀδελφήν.	[257, 2222, 478, 2249]
paragraph: Ἡ δὲ ἐρώτησις ὅπου ἔθεσε ὁ κ. Μωρὸλ ἐγένετο ἀπὸ τοῦ μεγάλου ναυτικοῦ ὅπου ἀνῆκεν εἰς τὸν ἄλλον, καὶ τὸν ἔφερον ὡς θαλασσοπόρον.	[257, 1120, 478, 1175]
notices-row	[721, 408, 1033, 906]
serial-subtitle: ΣΥΓΧΡΟΝΟΝ ΓΑΛΛΙΚΟΝ ΜΥΘΙΣΤΟΡΗΜΑ	[281, 207, 454, 237]
subs-row-label: Ἐτησία ρούβλια	[60, 253, 161, 266]
paragraph: Ἡ ἐφαρμογὴ τοῦ νόμου τούτου θέλει βραδύνει ἐπὶ ἕνα ἀκόμη περίπου μῆνα.	[52, 1141, 242, 1182]
column-serial	[257, 100, 478, 2389]
easy-title: ΕΥΚΟΛΩΣ ΧΩΝΕΥΤΟΝ	[1077, 981, 1246, 997]
aima-heading: ΑΙΜΑ!	[1046, 526, 1159, 565]
story-header: ΑΠΟ ΤΑΣ ΙΣΤΟΡΙΑΣ	[302, 1585, 432, 1598]
paragraph: Ὁ ἐπὶ τῆς Διακονήσεως ὑπουργὸς θὰ ὑποβάλῃ προσεχῶς εἰς τὴν Βουλὴν νομοσχέδιον περὶ κτηματολογίου.	[52, 1335, 242, 1390]
post-text: ΔΕΥΤΕΡΑ 24 Ὀκτωβρίου.—Εἰς Δυρά· Ὀλλία, Κων/πολιν, Θράκην, Βουλγαρίαν, Ρουμανίαν καὶ Ρωσσίαν (Ρουμανικὸν) μεσημβρίαν. Εἰς Αἴγυπτον καὶ Κύπρον (Πανελλήνιον) 11 π. μ. Εἰς Κρήτην (Πανελλήνιον) 3 μ. μ. Εἰς Σμύρνην (Μεσσαγερὶ) 10 π. μ. Εἰς Σάμον (Παντολέοντος) 10 π. μ.	[52, 349, 242, 489]
subs-row	[52, 309, 242, 323]
paragraph: Ποῖον ἐννοεῖς ; ὁμίλει ἐλευθέρως.	[268, 2081, 457, 2094]
weekday-label: ΔΕΥΤΕΡΑ	[179, 180, 242, 194]
divider	[493, 1315, 703, 1316]
column-divider	[710, 100, 711, 1766]
astrapi-text: Ἀναχωρεῖ ἐκ τῶν σχολείων Ἐκτάκτως τὴν Τρίτην τὴν μ. μ. διὰ Ναύπλιον, Κύθηρα, Καλαμάτας. Ἐκάστην Τετάρτην ὥραν 6ην μ. μ. διὰ Μονεμβασίαν, Ἁγ. Πλαγιον, Νεάπολιν Βοιῶν καὶ Γύθειον.	[493, 1336, 703, 1433]
calendar-subtitle: ΗΜΕΡΟΛΟΓΙΟΝ	[52, 142, 242, 167]
subs-row-value: 14	[217, 296, 233, 308]
subs-row-label: Ἐτησία	[60, 296, 107, 308]
paragraph: Πρόκειται ἤδη νὰ παραμείνῃ εἰς τὸ θέμα ἐφ' ὅσον ἡ Ἐπιτροπὴ εἰς τὰς διοικήσεις τῶν μισθωμάτων Χότσεις καὶ Μαΐου.	[52, 1275, 242, 1330]
